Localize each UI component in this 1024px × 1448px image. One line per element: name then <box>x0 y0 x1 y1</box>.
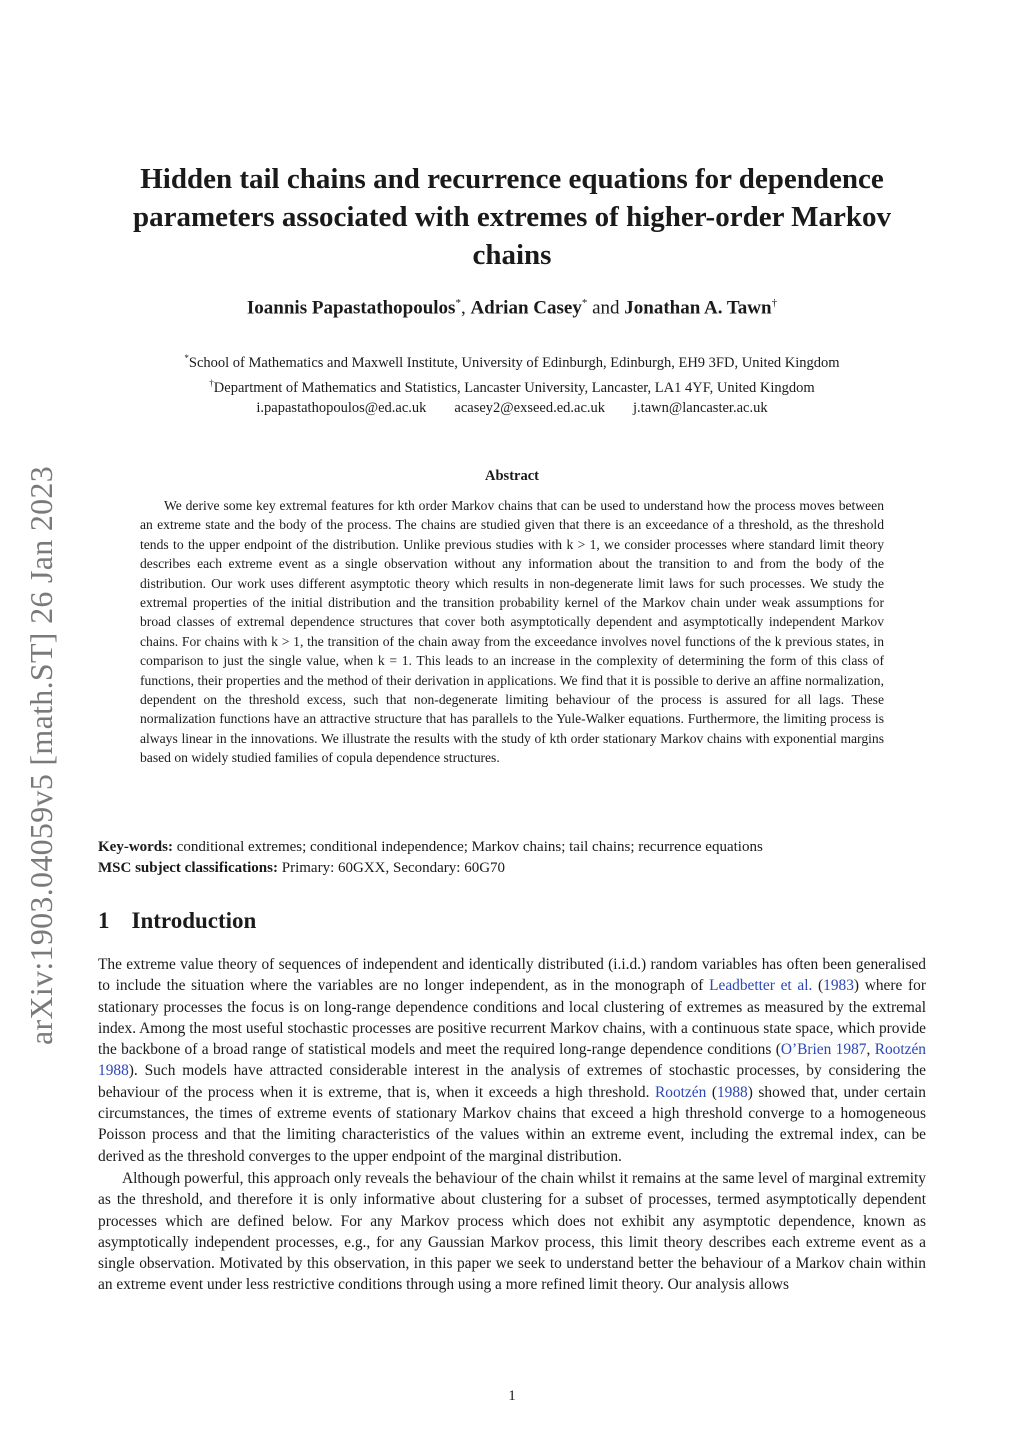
author-mark: * <box>455 297 461 309</box>
email-link[interactable]: i.papastathopoulos@ed.ac.uk <box>256 399 427 416</box>
keywords-text: conditional extremes; conditional independence; Markov chains; tail chains; recurrence equations <box>176 839 763 855</box>
author-name: Adrian Casey <box>470 297 582 319</box>
text-run: ( <box>812 977 824 995</box>
affiliation-line <box>98 373 926 398</box>
author-name: Ioannis Papastathopoulos <box>246 297 456 319</box>
author-mark: † <box>771 297 778 309</box>
affiliation-line <box>98 348 926 373</box>
author-name: Jonathan A. Tawn <box>624 297 772 319</box>
affiliation-text: Department of Mathematics and Statistics, Lancaster University, Lancaster, LA1 4YF, United Kingdom <box>213 379 815 396</box>
section-title: Introduction <box>131 908 257 933</box>
author-separator: , <box>460 297 471 319</box>
msc-line <box>98 858 938 879</box>
paragraph <box>98 954 926 1167</box>
text-run: ( <box>706 1083 717 1101</box>
text-run: ) showed that, under certain circumstances, the times of extreme events of stationary Markov chains that exceed a high threshold converge to a homogeneous Poisson process and that the limiting characteristics of the values within an extreme event, including the extremal index, can be derived as the threshold converges to the upper endpoint of the marginal distribution. <box>98 1083 926 1165</box>
paragraph: Although powerful, this approach only reveals the behaviour of the chain whilst it remains at the same level of marginal extremity as the threshold, and therefore it is only informative about clustering for a subset of processes, termed asymptotically dependent processes which are defined below. For any Markov process which does not exhibit any asymptotic dependence, known as asymptotically independent processes, e.g., for any Gaussian Markov process, this limit theory describes each extreme event as a single observation. Motivated by this observation, in this paper we seek to understand better the behaviour of a Markov chain within an extreme event under less restrictive conditions through using a more refined limit theory. Our analysis allows <box>98 1169 926 1294</box>
page-number: 1 <box>508 1388 516 1404</box>
paper-title: Hidden tail chains and recurrence equations for dependence parameters associated with extremes of higher-order Markov chains <box>132 163 892 271</box>
arxiv-identifier-text: arXiv:1903.04059v5 [math.ST] 26 Jan 2023 <box>23 465 60 1045</box>
email-list <box>98 398 926 418</box>
email-link[interactable]: acasey2@exseed.ed.ac.uk <box>454 399 606 416</box>
msc-label: MSC subject classifications: <box>98 860 278 876</box>
text-run: , <box>866 1041 875 1059</box>
affiliation-text: School of Mathematics and Maxwell Institute, University of Edinburgh, Edinburgh, EH9 3FD, United Kingdom <box>188 354 840 371</box>
arxiv-identifier <box>18 440 66 1070</box>
text-run: The extreme value theory of sequences of independent and identically distributed (i.i.d.) random variables has often been generalised to include the situation where the variables are no longer independent, as in the monograph of <box>98 956 926 995</box>
email-link[interactable]: j.tawn@lancaster.ac.uk <box>633 399 768 416</box>
affiliations <box>98 348 926 418</box>
affiliation-mark: † <box>209 377 214 388</box>
keywords-line <box>98 837 938 858</box>
citation-link[interactable]: Leadbetter et al. <box>709 977 813 995</box>
author-separator: and <box>587 297 625 319</box>
citation-link[interactable]: 1983 <box>823 977 854 995</box>
author-list <box>98 297 926 319</box>
section-heading <box>98 908 256 934</box>
text-run: ). Such models have attracted considerable interest in the analysis of extremes of stochastic processes, by considering the behaviour of the process when it is extreme, that is, when it exceeds a high threshold. <box>98 1062 926 1101</box>
citation-link[interactable]: Rootzén <box>654 1083 707 1101</box>
msc-text: Primary: 60GXX, Secondary: 60G70 <box>281 860 506 876</box>
abstract-text: We derive some key extremal features for kth order Markov chains that can be used to understand how the process moves between an extreme state and the body of the process. The chains are studied given that there is an exceedance of a threshold, as the threshold tends to the upper endpoint of the distribution. Unlike previous studies with k > 1, we consider processes where standard limit theory describes each extreme event as a single observation without any information about the transition to and from the body of the distribution. Our work uses different asymptotic theory which results in non-degenerate limit laws for such processes. We study the extremal properties of the initial distribution and the transition probability kernel of the Markov chain under weak assumptions for broad classes of extremal dependence structures that cover both asymptotically dependent and asymptotically independent Markov chains. For chains with k > 1, the transition of the chain away from the exceedance involves novel functions of the k previous states, in comparison to just the single value, when k = 1. This leads to an increase in the complexity of determining the form of this class of functions, their properties and the method of their derivation in applications. We find that it is possible to derive an affine normalization, dependent on the threshold excess, such that non-degenerate limiting behaviour of the process is assured for all lags. These normalization functions have an attractive structure that has parallels to the Yule-Walker equations. Furthermore, the limiting process is always linear in the innovations. We illustrate the results with the study of kth order stationary Markov chains with exponential margins based on widely studied families of copula dependence structures. <box>140 498 884 766</box>
author-mark: * <box>581 297 588 309</box>
body-text <box>98 954 926 1297</box>
keywords-block <box>98 837 938 879</box>
citation-link[interactable]: Rootzén 1988 <box>98 1041 926 1080</box>
text-run: ) where for stationary processes the focus is on long-range dependence conditions and local clustering of extremes as measured by the extremal index. Among the most useful stochastic processes are positive recurrent Markov chains, with a continuous state space, which provide the backbone of a broad range of statistical models and meet the required long-range dependence conditions ( <box>98 977 926 1059</box>
citation-link[interactable]: 1988 <box>716 1083 748 1101</box>
citation-link[interactable]: O’Brien 1987 <box>780 1041 867 1059</box>
abstract-heading: Abstract <box>485 468 539 484</box>
affiliation-mark: * <box>184 353 189 363</box>
section-number: 1 <box>98 908 110 933</box>
keywords-label: Key-words: <box>98 839 173 855</box>
